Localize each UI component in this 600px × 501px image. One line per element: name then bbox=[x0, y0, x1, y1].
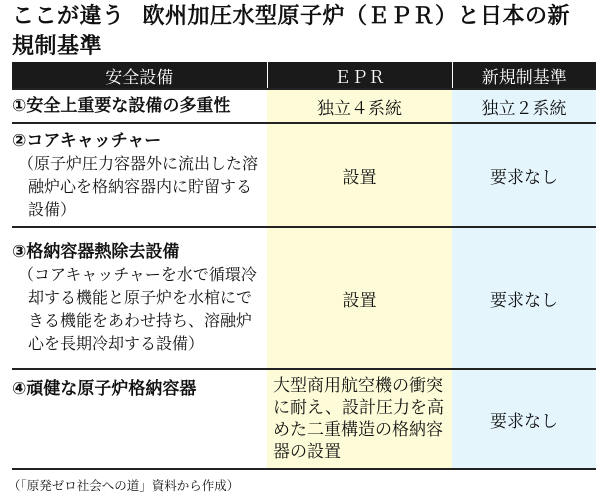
header-new-regulation: 新規制基準 bbox=[452, 62, 596, 89]
title-lead: ここが違う bbox=[12, 4, 125, 29]
requirement-cell: 要求なし bbox=[452, 227, 596, 369]
item-cell bbox=[12, 227, 267, 369]
epr-cell: 大型商用航空機の衝突に耐え、設計圧力を高めた二重構造の格納容器の設置 bbox=[267, 369, 452, 469]
item-name: ①安全上重要な設備の多重性 bbox=[12, 96, 231, 116]
requirement-cell: 要求なし bbox=[452, 123, 596, 227]
item-cell bbox=[12, 123, 267, 227]
requirement-cell: 要求なし bbox=[452, 369, 596, 469]
comparison-table bbox=[12, 62, 596, 470]
epr-cell: 独立４系統 bbox=[267, 89, 452, 123]
table-row bbox=[12, 89, 596, 123]
table-row bbox=[12, 123, 596, 227]
epr-cell: 設置 bbox=[267, 123, 452, 227]
table-row bbox=[12, 369, 596, 469]
item-cell bbox=[12, 369, 267, 469]
header-epr: ＥＰＲ bbox=[267, 62, 452, 89]
header-safety-equipment: 安全設備 bbox=[12, 62, 267, 89]
table-row bbox=[12, 227, 596, 369]
table-header-row bbox=[12, 62, 596, 89]
item-note: （原子炉圧力容器外に流出した溶融炉心を格納容器内に貯留する設備） bbox=[18, 153, 259, 219]
requirement-cell: 独立２系統 bbox=[452, 89, 596, 123]
source-note: （「原発ゼロ社会への道」資料から作成） bbox=[8, 478, 240, 493]
item-note: （コアキャッチャーを水で循環冷却する機能と原子炉を水棺にできる機能をあわせ持ち、溶融炉心を長期冷却する設備） bbox=[18, 265, 257, 353]
item-cell bbox=[12, 89, 267, 123]
epr-cell: 設置 bbox=[267, 227, 452, 369]
title-main: 欧州加圧水型原子炉（ＥＰＲ）と日本の新規制基準 bbox=[12, 4, 571, 59]
item-name: ②コアキャッチャー bbox=[12, 130, 162, 151]
item-name: ④頑健な原子炉格納容器 bbox=[12, 379, 197, 399]
item-name: ③格納容器熱除去設備 bbox=[12, 242, 180, 262]
page-title bbox=[12, 2, 592, 62]
